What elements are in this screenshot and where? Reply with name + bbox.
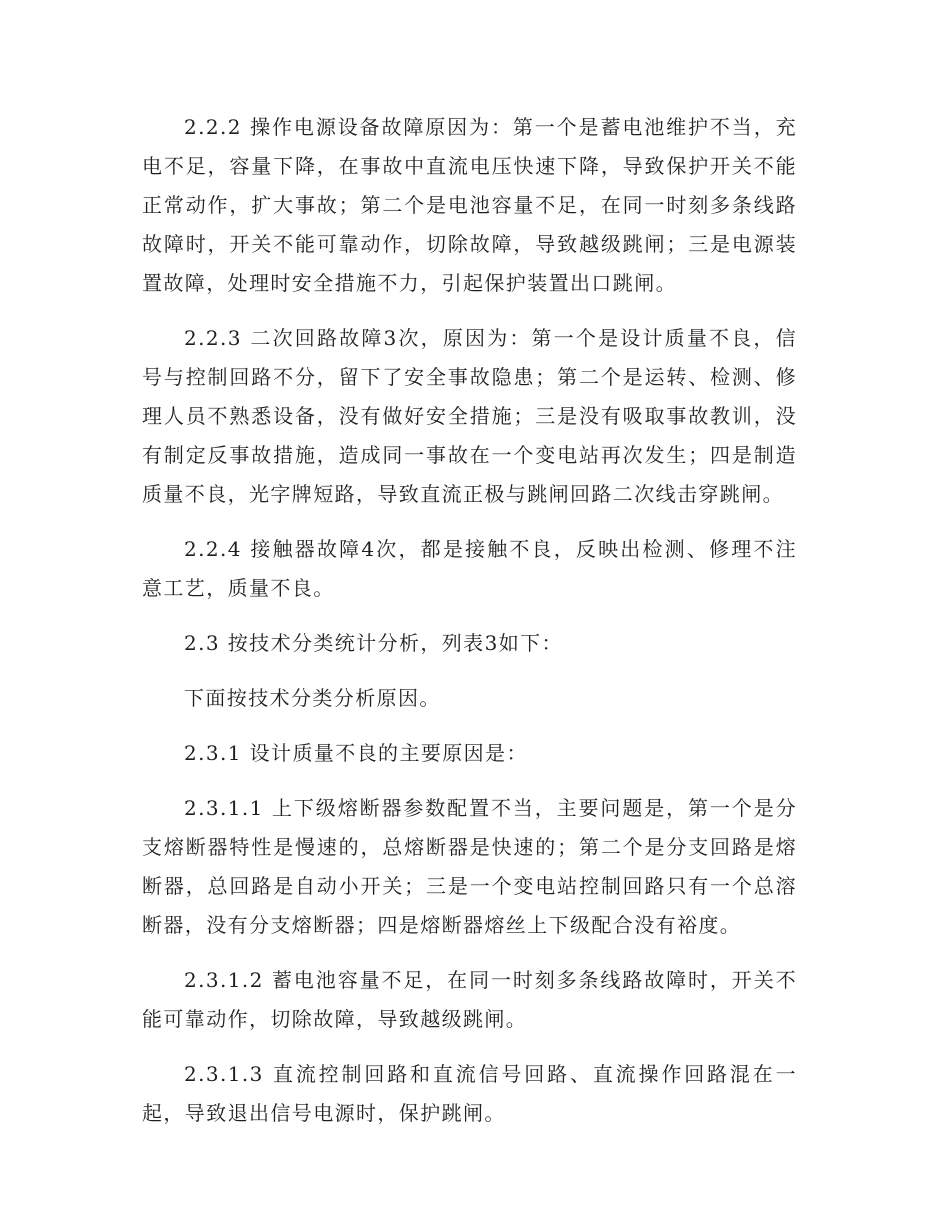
paragraph-2-3: 2.3 按技术分类统计分析，列表3如下： [184, 631, 563, 655]
paragraph-2-2-3: 2.2.3 二次回路故障3次，原因为：第一个是设计质量不良，信号与控制回路不分，留下了安全事故隐患；第二个是运转、检测、修理人员不熟悉设备，没有做好安全措施；三是没有吸取事故教训，没有制定反事故措施，造成同一事故在一个变电站再次发生；四是制造质量不良，光字牌短路，导致直流正极与跳闸回路二次线击穿跳闸。 [142, 326, 797, 506]
paragraph-2-3-1-2: 2.3.1.2 蓄电池容量不足，在同一时刻多条线路故障时，开关不能可靠动作，切除故障，导致越级跳闸。 [142, 968, 797, 1031]
paragraph-intro-technical-analysis: 下面按技术分类分析原因。 [184, 686, 441, 710]
paragraph-2-3-1-3: 2.3.1.3 直流控制回路和直流信号回路、直流操作回路混在一起，导致退出信号电源时，保护跳闸。 [142, 1062, 797, 1125]
paragraph-2-3-1-1: 2.3.1.1 上下级熔断器参数配置不当，主要问题是，第一个是分支熔断器特性是慢速的，总熔断器是快速的；第二个是分支回路是熔断器，总回路是自动小开关；三是一个变电站控制回路只有一个总溶断器，没有分支熔断器；四是熔断器熔丝上下级配合没有裕度。 [142, 796, 797, 937]
paragraph-2-2-2: 2.2.2 操作电源设备故障原因为：第一个是蓄电池维护不当，充电不足，容量下降，在事故中直流电压快速下降，导致保护开关不能正常动作，扩大事故；第二个是电池容量不足，在同一时刻多条线路故障时，开关不能可靠动作，切除故障，导致越级跳闸；三是电源装置故障，处理时安全措施不力，引起保护装置出口跳闸。 [142, 115, 797, 295]
paragraph-2-3-1: 2.3.1 设计质量不良的主要原因是： [184, 741, 528, 765]
document-body [142, 108, 797, 1149]
paragraph-2-2-4: 2.2.4 接触器故障4次，都是接触不良，反映出检测、修理不注意工艺，质量不良。 [142, 537, 797, 600]
